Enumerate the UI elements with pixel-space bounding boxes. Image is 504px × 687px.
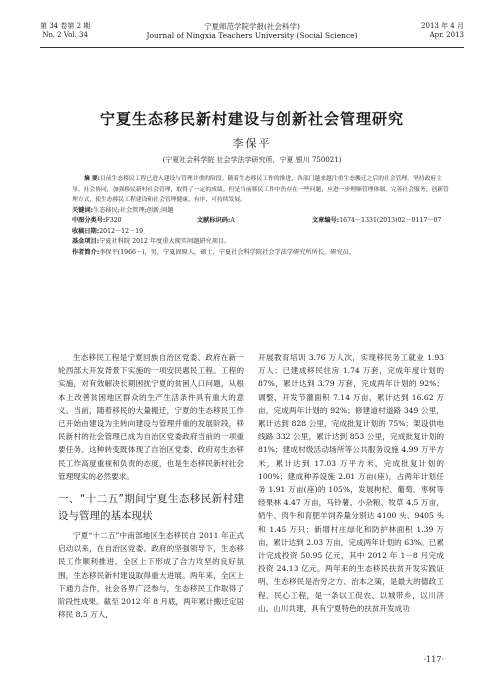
issue-cn: 第 34 卷第 2 期 (40, 22, 91, 30)
fund-label: 基金项目: (72, 238, 100, 245)
fund-line (72, 237, 452, 248)
section-heading-1: 一、“十二五”期间宁夏生态移民新村建设与管理的基本现状 (58, 493, 244, 523)
right-column-paragraph: 开展教育培训 3.76 万人次，实现移民务工就业 1.93 万人；已建成移民住房 1.74 万套，完成年度计划的 87%，累计达到 3.79 万套，完成两年计划的 92%；调整、开发节灌面积 7.14 万亩，累计达到 16.62 万亩，完成两年计划的 92%；修建道村道路 349 公里，累计达到 828 公里，完成批复计划的 75%；架设供电线路 332 公里，累计达到 853 公里，完成批复计划的 81%；建成村级活动场所等公共服务设施 4.99 万平方米，累计达到 17.03 万平方米，完成批复计划的 100%；建成种养设施 2.01 万亩(座)，占两年计划任务 1.91 万亩(座)的 105%，发展枸杞、葡萄、枣树等经果林 4.47 万亩，马铃薯、小杂粮、牧草 4.5 万亩，奶牛、肉牛和育肥羊饲养量分别达 4100 头、9405 头和 1.45 万只；新增村庄绿化和防护林面积 1.39 万亩，累计达到 2.03 万亩，完成两年计划的 63%。已累计完成投资 50.95 亿元，其中 2012 年 1－8 月完成投资 24.13 亿元。两年来的生态移民扶贫开发实践证明，生态移民是治穷之方、治本之策，是最大的德政工程、民心工程，是一条以工促农、以城带乡，以川济山、山川共建，具有宁夏特色的扶贫开发成功 (258, 353, 444, 613)
journal-name-cn: 宁夏师范学院学报(社会科学) (204, 22, 300, 31)
abstract-label: 摘 要: (84, 176, 100, 182)
article-author: 李保平 (232, 137, 272, 150)
date-en: Apr. 2013 (429, 31, 464, 39)
keywords: 生态移民;社会管理;创新;问题 (93, 206, 174, 214)
running-header (40, 22, 464, 50)
article-title: 宁夏生态移民新村建设与创新社会管理研究 (99, 110, 404, 128)
keywords-line (72, 206, 452, 217)
clc-code: F320 (105, 217, 122, 224)
section-1-paragraph: 宁夏“十二五”中南部地区生态移民自 2011 年正式启动以来，在自治区党委、政府的坚强领导下，生态移民工作顺利推进，全区上下形成了合力攻坚的良好氛围，生态移民新村建设取得重大进展。两年来，全区上下通力合作，社会各界广泛参与，生态移民工作取得了阶段性成果。截至 2012 年 8 月底，两年累计搬迁定居移民 8.5 万人， (58, 531, 244, 620)
date-cn: 2013 年 4 月 (421, 22, 464, 30)
issue-en: No. 2 Vol. 34 (42, 31, 88, 39)
intro-paragraph: 生态移民工程是宁夏回族自治区党委、政府在新一轮西部大开发背景下实施的一项安民惠民工程。工程的实施，对有效解决长期困扰宁夏的贫困人口问题，从根本上改善贫困地区群众的生产生活条件具有重大的意义。当前，随着移民的大量搬迁，宁夏的生态移民工作已开始由建设为主转向建设与管理并重的发展阶段，移民新村的社会管理已成为自治区党委政府当前的一项重要任务。这种转变既体现了自治区党委、政府对生态移民工作高度重视和负责的态度，也是生态移民新村社会管理现实的必然要求。 (58, 353, 244, 481)
article-number-label: 文章编号: (312, 217, 340, 224)
doc-code-label: 文献标识码: (197, 217, 231, 224)
clc-label: 中图分类号: (72, 217, 106, 224)
article-number: 1674－1331(2013)02－0117－07 (339, 217, 442, 224)
body-left-column (58, 351, 244, 621)
received-line (72, 227, 452, 238)
received-label: 收稿日期: (72, 227, 100, 235)
page-number: ·117· (423, 655, 444, 664)
body-right-column (258, 351, 444, 615)
fund-text: 宁夏社科院 2012 年度重大现实问题研究项目。 (99, 238, 231, 245)
doc-code: A (230, 217, 235, 224)
publication-date (421, 22, 464, 40)
author-affiliation: (宁夏社会科学院 社会学法学研究所，宁夏 银川 750021) (162, 156, 342, 164)
author-bio: 李保平(1966－)，男，宁夏固原人，硕士，宁夏社会科学院社会学法学研究所所长，研究员。 (99, 248, 355, 256)
classification-line (72, 216, 452, 227)
journal-name (140, 22, 364, 40)
author-bio-line (72, 248, 452, 259)
received-date: 2012－12－19 (99, 227, 144, 235)
keywords-label: 关键词: (72, 206, 94, 214)
issue-info (40, 22, 90, 40)
abstract (72, 174, 452, 206)
abstract-text: 目前生态移民工程已进入建设与管理并重的阶段。随着生态移民工作的推进，各部门越来越注重生态搬迁之后的社会管理，坚持政府主导、社会协同，加强移民新村社会管理，取得了一定的成绩。但是当前移民工作中仍存在一些问题，应进一步理顺管理体制、完善社会服务、创新管理方式，使生态移民工程建设和社会管理健康、有序、可持续发展。 (72, 176, 449, 203)
article-metadata (72, 174, 452, 258)
journal-name-en: Journal of Ningxia Teachers University (Social Science) (146, 31, 358, 40)
header-rule (40, 47, 464, 48)
author-bio-label: 作者简介: (72, 248, 100, 256)
